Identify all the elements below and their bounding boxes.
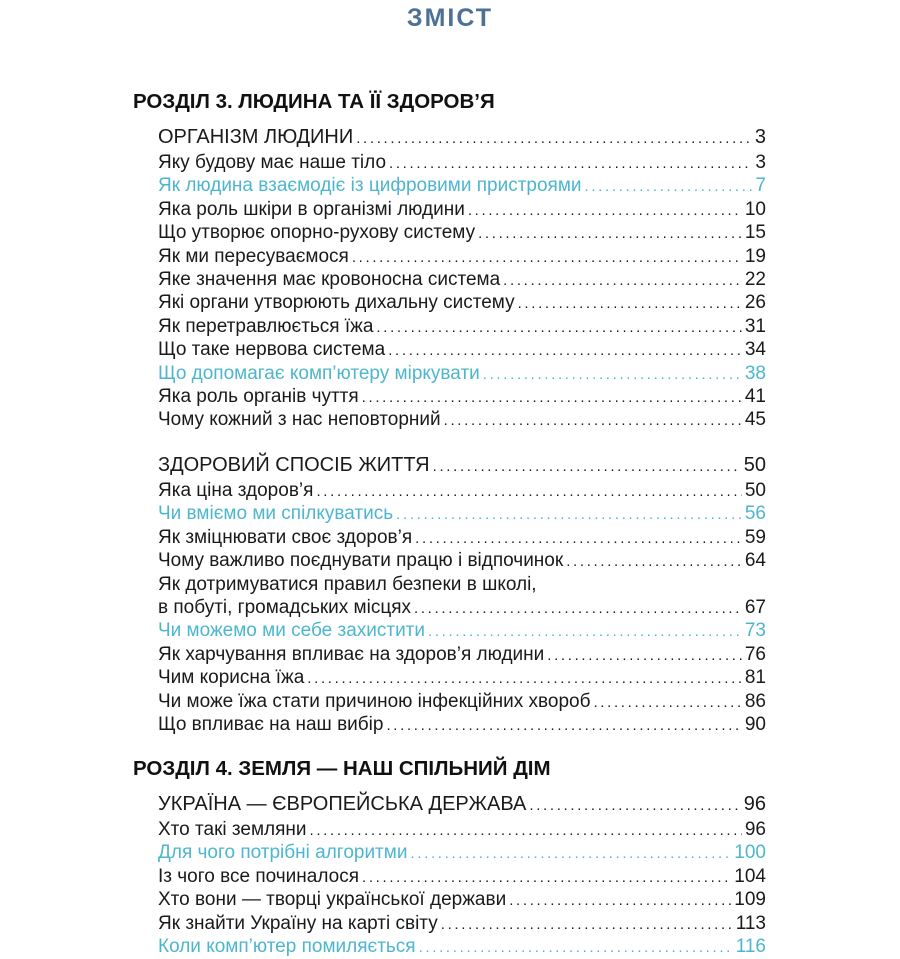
page-number: 7: [755, 175, 766, 197]
entry-title: Як знайти Україну на карті світу: [158, 912, 438, 934]
entry-title: Коли комп’ютер помиляється: [158, 935, 416, 957]
entry-title: Яка роль органів чуття: [158, 385, 359, 407]
page-number: 90: [744, 713, 766, 735]
entry-title: Як дотримуватися правил безпеки в школі,: [158, 573, 537, 595]
dot-leader: [483, 363, 742, 386]
page-number: 104: [734, 865, 766, 887]
page-title: ЗМІСТ: [406, 4, 494, 32]
toc-entry[interactable]: [158, 502, 766, 525]
toc-entry[interactable]: [158, 151, 766, 174]
entry-title: Що впливає на наш вибір: [158, 713, 384, 735]
dot-leader: [410, 842, 731, 865]
page-number: 34: [744, 339, 766, 361]
dot-leader: [356, 125, 752, 152]
toc-entry[interactable]: [158, 643, 766, 666]
dot-leader: [316, 480, 741, 503]
page-number: 15: [744, 222, 766, 244]
dot-leader: [415, 527, 742, 550]
dot-leader: [419, 936, 733, 959]
entry-title: Як людина взаємодіє із цифровими пристроями: [158, 175, 582, 197]
entry-title: Як ми пересуваємося: [158, 245, 349, 267]
page-number: 50: [743, 454, 766, 476]
entry-title: Які органи утворюють дихальну систему: [158, 292, 515, 314]
toc-entry[interactable]: [158, 315, 766, 338]
toc-entry[interactable]: [158, 713, 766, 736]
dot-leader: [547, 644, 742, 667]
dot-leader: [444, 409, 742, 432]
dot-leader: [386, 714, 741, 737]
page-number: 73: [744, 620, 766, 642]
dot-leader: [441, 913, 733, 936]
page-number: 41: [744, 385, 766, 407]
toc-entry[interactable]: [158, 690, 766, 713]
entry-title: Як перетравлюється їжа: [158, 315, 374, 337]
toc-entry[interactable]: [158, 408, 766, 431]
entry-title: Чому важливо поєднувати працю і відпочинок: [158, 550, 564, 572]
page-number: 38: [744, 362, 766, 384]
page-number: 45: [744, 409, 766, 431]
entry-title: Яку будову має наше тіло: [158, 152, 387, 173]
toc-section: [158, 124, 766, 432]
dot-leader: [362, 866, 731, 889]
page-number: 81: [744, 667, 766, 689]
toc-entry-line: [158, 573, 766, 596]
toc-entry[interactable]: [158, 385, 766, 408]
page-number: 109: [734, 889, 766, 911]
entry-title: Як зміцнювати своє здоров’я: [158, 526, 413, 548]
dot-leader: [362, 386, 742, 409]
dot-leader: [518, 292, 742, 315]
page-number: 19: [744, 245, 766, 267]
page-number: 22: [744, 268, 766, 290]
page-number: 56: [744, 503, 766, 525]
dot-leader: [396, 503, 742, 526]
toc-section-heading[interactable]: [158, 124, 766, 151]
toc-entry[interactable]: [158, 841, 766, 864]
toc-entry[interactable]: [158, 596, 766, 619]
dot-leader: [529, 792, 740, 819]
entry-title: ЗДОРОВИЙ СПОСІБ ЖИТТЯ: [158, 454, 430, 476]
page-number: 3: [755, 152, 766, 173]
dot-leader: [352, 246, 742, 269]
toc-entry[interactable]: [158, 912, 766, 935]
toc-entry[interactable]: [158, 935, 766, 958]
page-number: 76: [744, 643, 766, 665]
page-number: 26: [744, 292, 766, 314]
entry-title: Як харчування впливає на здоров’я людини: [158, 643, 545, 665]
entry-title: УКРАЇНА — ЄВРОПЕЙСЬКА ДЕРЖАВА: [158, 793, 527, 815]
dot-leader: [389, 152, 752, 175]
entry-title: Хто такі земляни: [158, 819, 307, 840]
dot-leader: [593, 691, 741, 714]
dot-leader: [307, 667, 742, 690]
entry-title: в побуті, громадських місцях: [158, 596, 412, 618]
chapter-heading: РОЗДІЛ 4. ЗЕМЛЯ — НАШ СПІЛЬНИЙ ДІМ: [133, 757, 551, 780]
entry-title: Чому кожний з нас неповторний: [158, 409, 441, 431]
entry-title: Яке значення має кровоносна система: [158, 268, 501, 290]
entry-title: Хто вони — творці української держави: [158, 889, 507, 911]
entry-title: Що утворює опорно-рухову систему: [158, 222, 476, 244]
toc-entry[interactable]: [158, 291, 766, 314]
dot-leader: [566, 550, 742, 573]
toc-section: [158, 791, 766, 958]
toc-entry[interactable]: [158, 221, 766, 244]
page-number: 10: [744, 198, 766, 220]
toc-entry[interactable]: [158, 245, 766, 268]
page-number: 3: [754, 126, 766, 148]
entry-title: Із чого все починалося: [158, 865, 359, 887]
page-number: 50: [744, 480, 766, 501]
toc-entry[interactable]: [158, 666, 766, 689]
dot-leader: [503, 269, 742, 292]
page-number: 31: [744, 315, 766, 337]
entry-title: Чи вміємо ми спілкуватись: [158, 503, 394, 525]
dot-leader: [376, 316, 741, 339]
entry-title: ОРГАНІЗМ ЛЮДИНИ: [158, 126, 354, 148]
page-number: 116: [735, 935, 766, 957]
entry-title: Для чого потрібні алгоритми: [158, 842, 408, 864]
page-number: 64: [744, 550, 766, 572]
toc-entry[interactable]: [158, 888, 766, 911]
toc-entry[interactable]: [158, 338, 766, 361]
page-number: 96: [743, 793, 766, 815]
page-number: 100: [734, 842, 766, 864]
toc-section-heading[interactable]: [158, 791, 766, 818]
entry-title: Що допомагає комп’ютеру міркувати: [158, 362, 480, 384]
page-number: 67: [744, 596, 766, 618]
dot-leader: [428, 620, 742, 643]
page-number: 86: [744, 690, 766, 712]
dot-leader: [509, 889, 731, 912]
toc-entry[interactable]: [158, 479, 766, 502]
page-number: 59: [744, 526, 766, 548]
toc-entry[interactable]: [158, 198, 766, 221]
toc-entry[interactable]: [158, 268, 766, 291]
chapter-heading: РОЗДІЛ 3. ЛЮДИНА ТА ЇЇ ЗДОРОВ’Я: [133, 90, 495, 113]
toc-section: [158, 452, 766, 736]
dot-leader: [433, 453, 741, 480]
entry-title: Що таке нервова система: [158, 339, 386, 361]
toc-entry[interactable]: [158, 818, 766, 841]
dot-leader: [309, 819, 741, 842]
dot-leader: [468, 199, 742, 222]
toc-entry[interactable]: [158, 619, 766, 642]
entry-title: Яка роль шкіри в організмі людини: [158, 198, 465, 220]
toc-entry[interactable]: [158, 174, 766, 197]
entry-title: Чи можемо ми себе захистити: [158, 620, 426, 642]
dot-leader: [585, 175, 753, 198]
toc-entry[interactable]: [158, 526, 766, 549]
toc-entry[interactable]: [158, 865, 766, 888]
entry-title: Чи може їжа стати причиною інфекційних хвороб: [158, 690, 591, 712]
dot-leader: [478, 222, 742, 245]
page-number: 96: [744, 819, 766, 840]
entry-title: Чим корисна їжа: [158, 667, 305, 689]
dot-leader: [414, 597, 742, 620]
page-number: 113: [735, 912, 766, 934]
toc-section-heading[interactable]: [158, 452, 766, 479]
entry-title: Яка ціна здоров’я: [158, 480, 314, 501]
toc-entry[interactable]: [158, 549, 766, 572]
toc-entry[interactable]: [158, 362, 766, 385]
dot-leader: [388, 339, 742, 362]
